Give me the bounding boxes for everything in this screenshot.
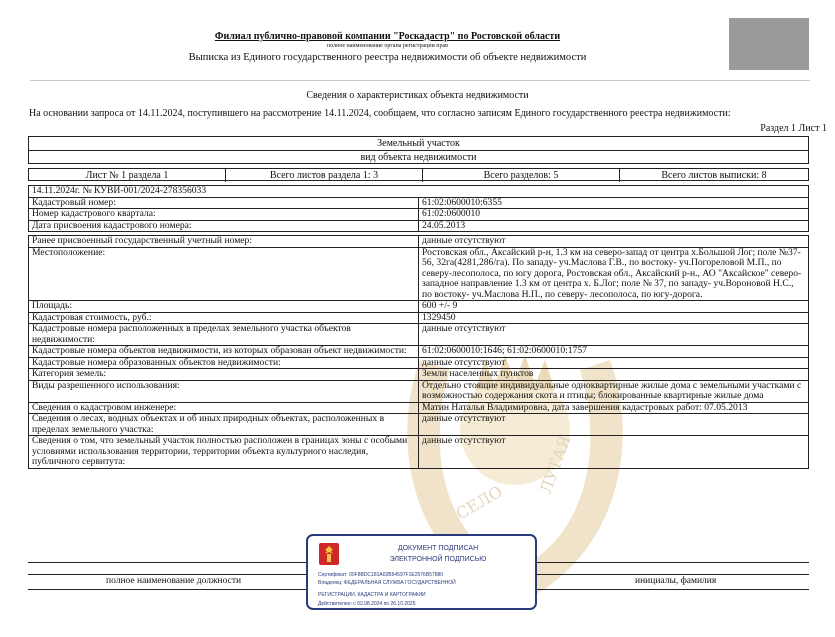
- section-sheet-count: Всего листов раздела 1: 3: [226, 169, 423, 182]
- row-value: Отдельно стоящие индивидуальные одноквартирные жилые дома с земельными участками с возможностью содержания скота и птицы; блокированные квартирные жилые дома: [419, 380, 809, 402]
- row-value: 24.05.2013: [419, 220, 809, 232]
- object-type-box: [28, 136, 809, 164]
- row-value: данные отсутствуют: [419, 357, 809, 369]
- redacted-image: [729, 18, 809, 70]
- row-value: данные отсутствуют: [419, 324, 809, 346]
- table-row: [29, 209, 809, 221]
- org-name: Филиал публично-правовой компании "Роскадастр" по Ростовской области: [214, 31, 561, 42]
- e-signature-stamp: [306, 534, 537, 610]
- row-value: данные отсутствуют: [419, 414, 809, 436]
- document-title: Выписка из Единого государственного реестра недвижимости об объекте недвижимости: [188, 52, 587, 63]
- section-count: Всего разделов: 5: [423, 169, 620, 182]
- section-label: Раздел 1 Лист 1: [760, 123, 827, 134]
- stamp-line-2: ЭЛЕКТРОННОЙ ПОДПИСЬЮ: [389, 556, 487, 563]
- sheets-row: [28, 168, 809, 181]
- table-row: [29, 402, 809, 414]
- table-row: [29, 436, 809, 469]
- table-row: [29, 197, 809, 209]
- row-key: Местоположение:: [29, 247, 419, 301]
- initials-label: инициалы, фамилия: [635, 576, 717, 586]
- row-value: Земли населенных пунктов: [419, 369, 809, 381]
- record-date: 14.11.2024г. № КУВИ-001/2024-278356033: [29, 186, 809, 198]
- table-row: [29, 414, 809, 436]
- org-caption: полное наименование органа регистрации прав: [326, 43, 449, 49]
- row-key: Виды разрешенного использования:: [29, 380, 419, 402]
- svg-text:ЛУТАЯ: ЛУТАЯ: [535, 432, 575, 497]
- stamp-line-1: ДОКУМЕНТ ПОДПИСАН: [397, 545, 479, 552]
- basis-text: На основании запроса от 14.11.2024, поступившего на рассмотрение 14.11.2024, сообщаем, что согласно записям Единого государственного реестра недвижимости:: [29, 108, 731, 119]
- position-label: полное наименование должности: [106, 576, 242, 586]
- table-row: [29, 369, 809, 381]
- sheet-number: Лист № 1 раздела 1: [29, 169, 226, 182]
- stamp-owner: Владелец: ФЕДЕРАЛЬНАЯ СЛУЖБА ГОСУДАРСТВЕННОЙ: [318, 580, 456, 586]
- row-value: Ростовская обл., Аксайский р-н, 1.3 км на северо-запад от центра х.Большой Лог; поле №37-56, 32га(4281,286/га). По западу- уч.Маслова Г.В., по востоку- уч.Погореловой М.П., по северу-лесополоса, по югу дорога, Ростовская обл., Аксайский р-н., АО "Аксайское" северо-западное направление 1.3 км от центра х. Б.Лог; поле № 37, по западу- уч.Вороновой Н.С., по востоку- уч.Маслова Н.П., по северу- лесополоса, по югу-дорога.: [419, 247, 809, 301]
- table-row: [29, 247, 809, 301]
- row-value: 61:02:0600010:1646; 61:02:0600010:1757: [419, 346, 809, 358]
- row-key: Номер кадастрового квартала:: [29, 209, 419, 221]
- stamp-owner-2: РЕГИСТРАЦИИ, КАДАСТРА И КАРТОГРАФИИ: [318, 592, 426, 598]
- row-key: Сведения о лесах, водных объектах и об иных природных объектах, расположенных в пределах земельного участка:: [29, 414, 419, 436]
- row-value: 600 +/- 9: [419, 301, 809, 313]
- table-row: [29, 312, 809, 324]
- table-row: [29, 346, 809, 358]
- row-value: данные отсутствуют: [419, 436, 809, 469]
- stamp-valid: Действителен: с 02.08.2024 по 26.10.2025: [318, 601, 416, 607]
- svg-text:СЕЛО: СЕЛО: [452, 481, 506, 524]
- row-key: Кадастровые номера образованных объектов недвижимости:: [29, 357, 419, 369]
- coat-of-arms-icon: [318, 542, 340, 566]
- table-row: [29, 301, 809, 313]
- row-key: Кадастровые номера объектов недвижимости, из которых образован объект недвижимости:: [29, 346, 419, 358]
- row-key: Сведения о кадастровом инженере:: [29, 402, 419, 414]
- object-type-caption: вид объекта недвижимости: [29, 150, 808, 164]
- object-type: Земельный участок: [377, 138, 460, 149]
- row-key: Площадь:: [29, 301, 419, 313]
- row-value: Матин Наталья Владимировна, дата завершения кадастровых работ: 07.05.2013: [419, 402, 809, 414]
- row-key: Ранее присвоенный государственный учетный номер:: [29, 236, 419, 248]
- stamp-cert: Сертификат: 00F8BDC181A02B64597F1E2576B57880: [318, 572, 444, 578]
- divider: [30, 80, 810, 81]
- row-value: данные отсутствуют: [419, 236, 809, 248]
- property-table: [28, 185, 809, 469]
- extract-sheet-count: Всего листов выписки: 8: [661, 170, 767, 181]
- row-value: 1329450: [419, 312, 809, 324]
- table-row: [29, 236, 809, 248]
- table-row: [29, 220, 809, 232]
- row-key: Сведения о том, что земельный участок полностью расположен в границах зоны с особыми условиями использования территории, территории объекта культурного наследия, публичного сервитута:: [29, 436, 419, 469]
- table-row: [29, 357, 809, 369]
- row-key: Категория земель:: [29, 369, 419, 381]
- row-key: Кадастровая стоимость, руб.:: [29, 312, 419, 324]
- table-row: [29, 380, 809, 402]
- row-key: Кадастровый номер:: [29, 197, 419, 209]
- document-subtitle: Сведения о характеристиках объекта недвижимости: [306, 90, 529, 101]
- row-value: 61:02:0600010:6355: [419, 197, 809, 209]
- row-key: Дата присвоения кадастрового номера:: [29, 220, 419, 232]
- table-row: [29, 324, 809, 346]
- row-key: Кадастровые номера расположенных в пределах земельного участка объектов недвижимости:: [29, 324, 419, 346]
- row-value: 61:02:0600010: [419, 209, 809, 221]
